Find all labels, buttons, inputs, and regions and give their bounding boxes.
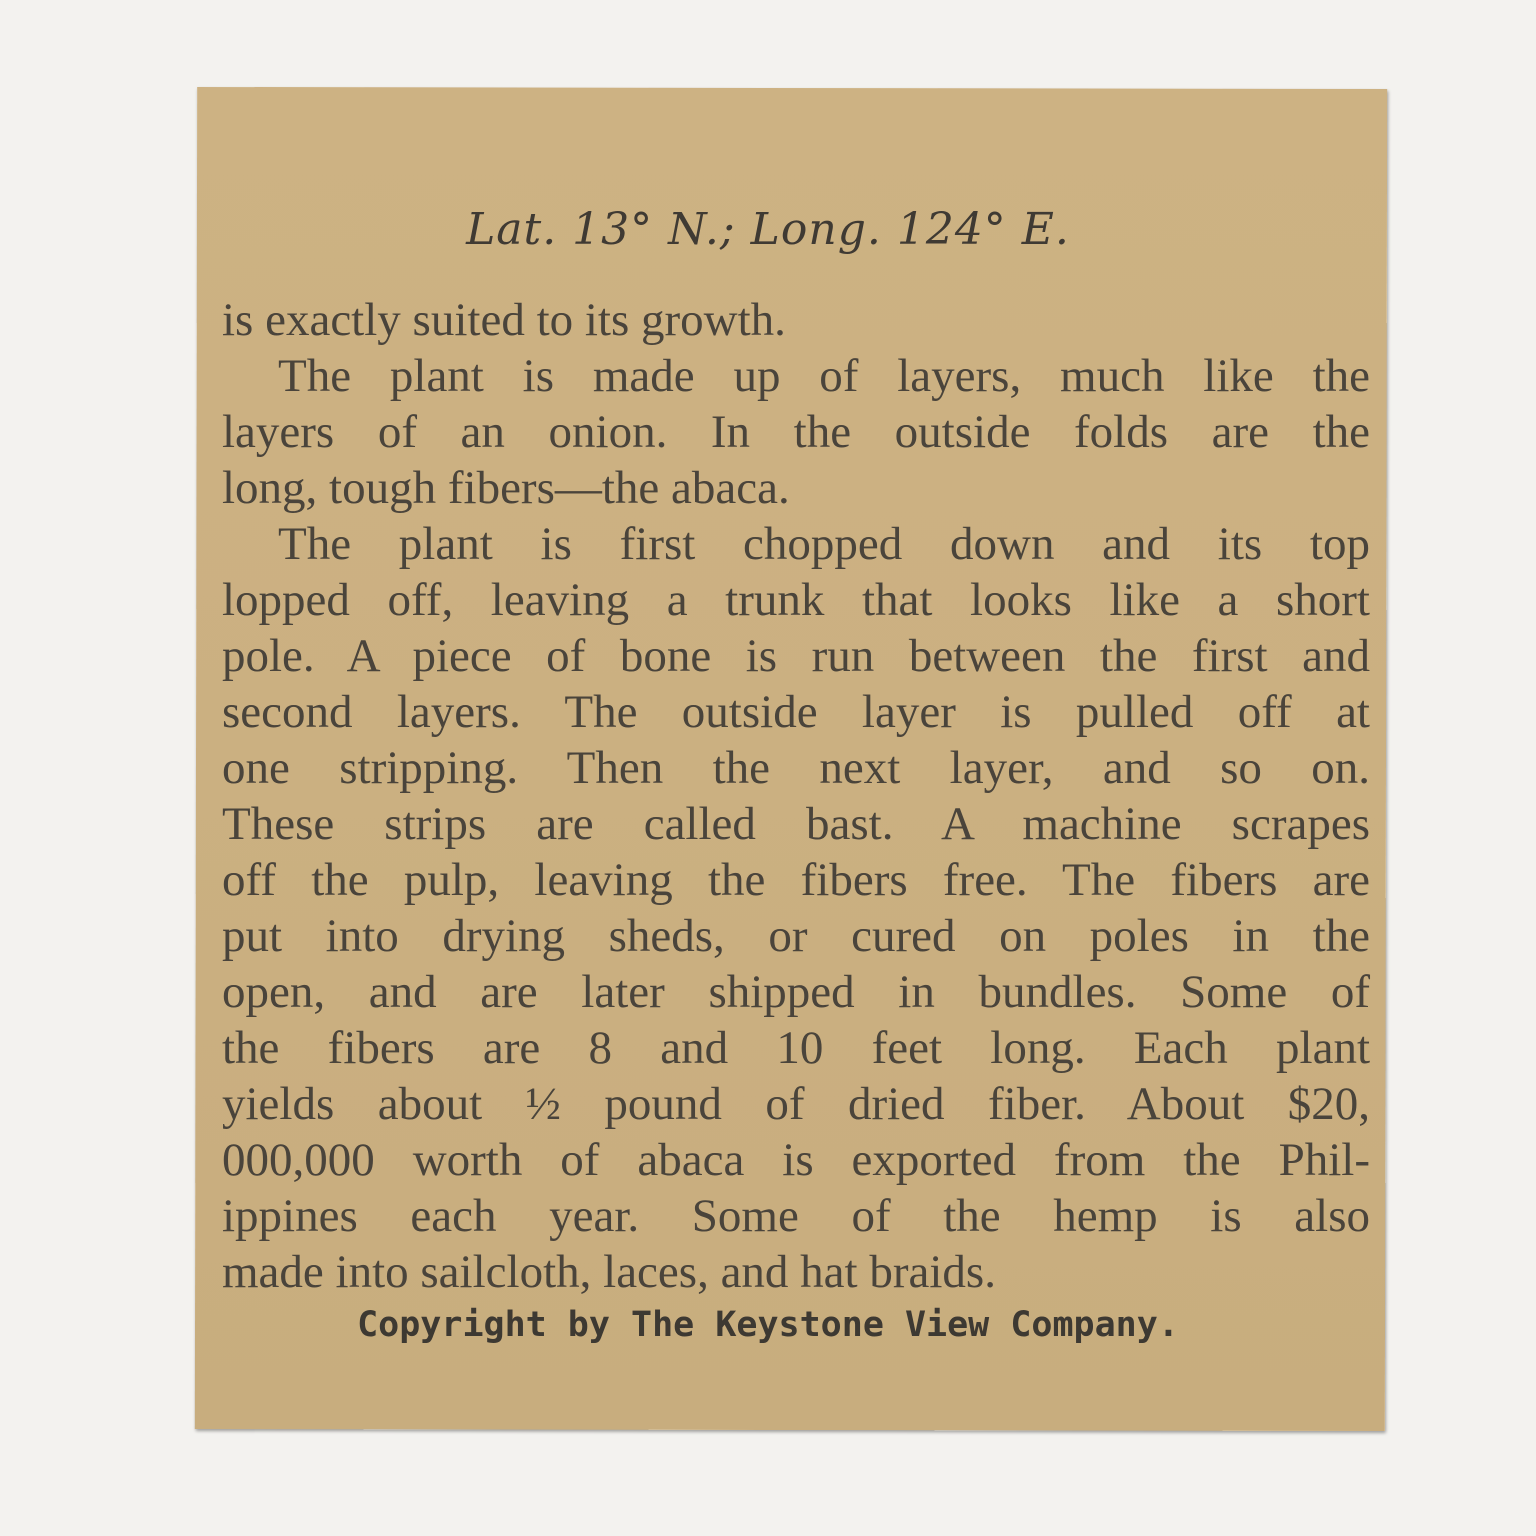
text-line: put into drying sheds, or cured on poles in the [222, 910, 1370, 962]
text-line: The plant is first chopped down and its top [278, 518, 1370, 570]
text-line: ippines each year. Some of the hemp is also [222, 1190, 1370, 1242]
text-line: layers of an onion. In the outside folds are the [222, 406, 1370, 458]
text-line: open, and are later shipped in bundles. Some of [222, 966, 1370, 1018]
text-line: yields about ½ pound of dried fiber. About $20, [222, 1078, 1370, 1130]
text-line: is exactly suited to its growth. [222, 294, 786, 346]
text-line: long, tough fibers—the abaca. [222, 462, 790, 514]
coordinates-title: Lat. 13° N.; Long. 124° E. [466, 204, 1070, 255]
text-line: The plant is made up of layers, much like the [278, 350, 1370, 402]
text-line: 000,000 worth of abaca is exported from the Phil- [222, 1134, 1370, 1186]
text-line: the fibers are 8 and 10 feet long. Each plant [222, 1022, 1370, 1074]
text-line: pole. A piece of bone is run between the first and [222, 630, 1370, 682]
text-line: made into sailcloth, laces, and hat braids. [222, 1246, 996, 1298]
text-line: These strips are called bast. A machine scrapes [222, 798, 1370, 850]
text-line: lopped off, leaving a trunk that looks like a short [222, 574, 1370, 626]
text-line: second layers. The outside layer is pulled off at [222, 686, 1370, 738]
text-line: off the pulp, leaving the fibers free. The fibers are [222, 854, 1370, 906]
text-line: one stripping. Then the next layer, and so on. [222, 742, 1370, 794]
card-body-text [222, 292, 1370, 1300]
copyright-notice: Copyright by The Keystone View Company. [357, 1305, 1179, 1345]
